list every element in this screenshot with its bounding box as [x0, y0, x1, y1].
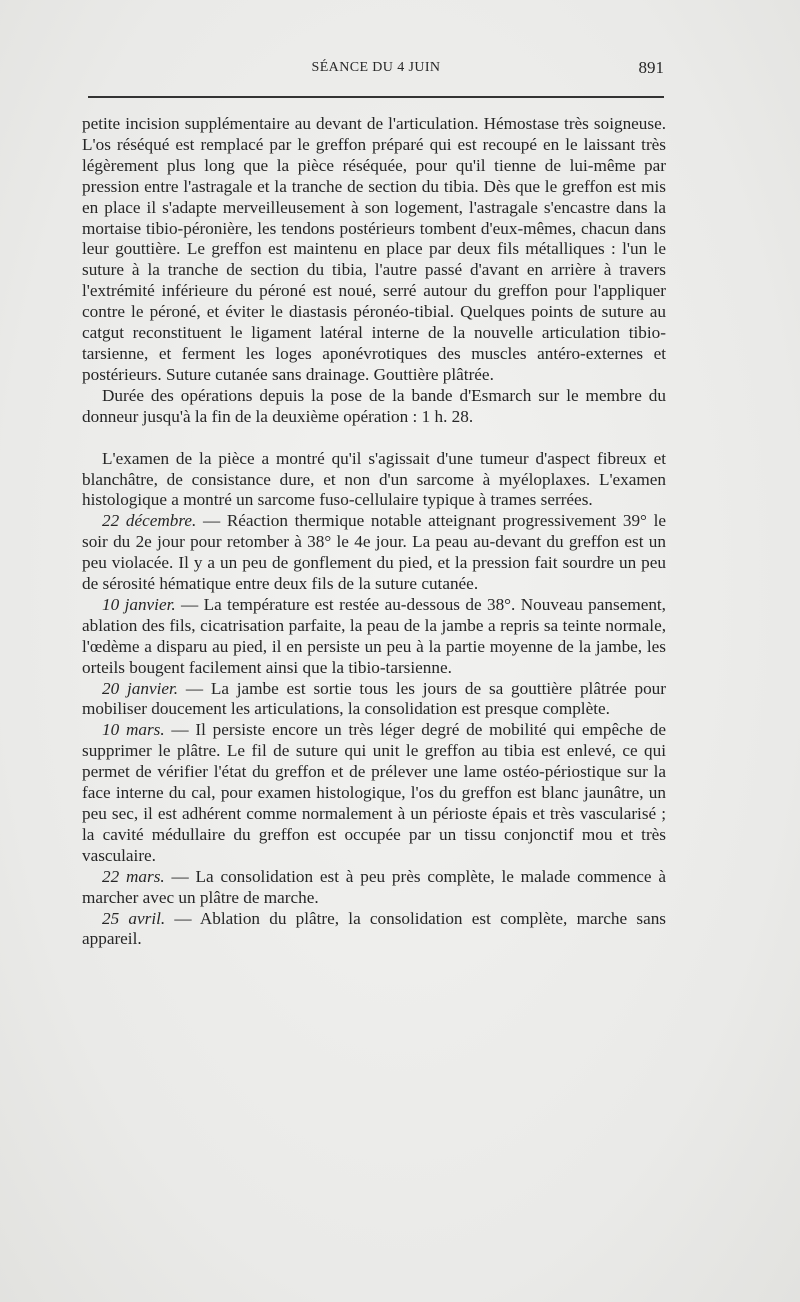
text-25-april: — Ablation du plâtre, la consolidation est complète, marche sans appareil. [82, 908, 666, 949]
body-text [82, 114, 666, 950]
date-25-april: 25 avril. [102, 908, 166, 928]
paragraph-25-april [82, 909, 666, 951]
text-22-march: — La consolidation est à peu près complète, le malade commence à marcher avec un plâtre de marche. [82, 866, 666, 907]
text-20-january: — La jambe est sortie tous les jours de sa gouttière plâtrée pour mobiliser doucement les articulations, la consolidation est presque complète. [82, 678, 667, 719]
page-number: 891 [638, 58, 664, 77]
paragraph-22-december [82, 511, 666, 595]
paragraph-10-march [82, 720, 666, 866]
paragraph-10-january [82, 595, 666, 679]
text-10-march: — Il persiste encore un très léger degré de mobilité qui empêche de supprimer le plâtre. Le fil de suture qui unit le greffon au tibia est enlevé, ce qui permet de vérifier l'état du greffon et de prélever une lame ostéo-périostique sur la face interne du cal, pour examen histologique, l'os du greffon est blanc jaunâtre, un peu sec, il est adhérent comme normalement à un périoste épais et très vascularisé ; la cavité médullaire du greffon est occupée par un tissu conjonctif mou et très vasculaire. [82, 720, 666, 865]
date-10-january: 10 janvier. [102, 594, 176, 614]
text-10-january: — La température est restée au-dessous de 38°. Nouveau pansement, ablation des fils, cicatrisation parfaite, la peau de la jambe a repris sa teinte normale, l'œdème a disparu au pied, il en persiste un peu à la partie moyenne de la jambe, les orteils bougent facilement ainsi que la tibio-tarsienne. [82, 594, 666, 677]
paragraph-20-january [82, 679, 666, 721]
date-22-march: 22 mars. [102, 866, 165, 886]
text-22-december: — Réaction thermique notable atteignant progressivement 39° le soir du 2e jour pour retomber à 38° le 4e jour. La peau au-devant du greffon est un peu violacée. Il y a un peu de gonflement du pied, et la pression fait sourdre un peu de sérosité hématique entre deux fils de la suture cutanée. [82, 511, 666, 594]
date-10-march: 10 mars. [102, 720, 165, 740]
date-20-january: 20 janvier. [102, 678, 179, 698]
page-header [88, 60, 664, 84]
paragraph-operation-continued: petite incision supplémentaire au devant de l'articulation. Hémostase très soigneuse. L'os réséqué est remplacé par le greffon préparé qui est recoupé en le laissant très légèrement plus long que la pièce réséquée, pour qu'il tienne de lui-même par pression entre l'astragale et la tranche de section du tibia. Dès que le greffon est mis en place il s'adapte merveilleusement à son logement, l'astragale s'encastre dans la mortaise tibio-péronière, les tendons postérieurs tombent d'eux-mêmes, chacun dans leur gouttière. Le greffon est maintenu en place par deux fils métalliques : l'un le suture à la tranche de section du tibia, l'autre passé d'avant en arrière à travers l'extrémité inférieure du péroné est noué, serré autour du greffon pour l'appliquer contre le péroné, et éviter le diastasis péronéo-tibial. Quelques points de suture au catgut reconstituent le ligament latéral interne de la nouvelle articulation tibio-tarsienne, et ferment les loges aponévrotiques des muscles antéro-externes et postérieurs. Suture cutanée sans drainage. Gouttière plâtrée. [82, 114, 666, 384]
header-rule [88, 96, 664, 98]
date-22-december: 22 décembre. [102, 511, 197, 531]
paragraph-duration: Durée des opérations depuis la pose de la bande d'Esmarch sur le membre du donneur jusqu'à la fin de la deuxième opération : 1 h. 28. [82, 385, 666, 426]
running-head: SÉANCE DU 4 JUIN [311, 60, 441, 75]
paragraph-22-march [82, 867, 666, 909]
paragraph-examination: L'examen de la pièce a montré qu'il s'agissait d'une tumeur d'aspect fibreux et blanchâtre, de consistance dure, et non d'un sarcome à myéloplaxes. L'examen histologique a montré un sarcome fuso-cellulaire typique à trames serrées. [82, 448, 666, 510]
